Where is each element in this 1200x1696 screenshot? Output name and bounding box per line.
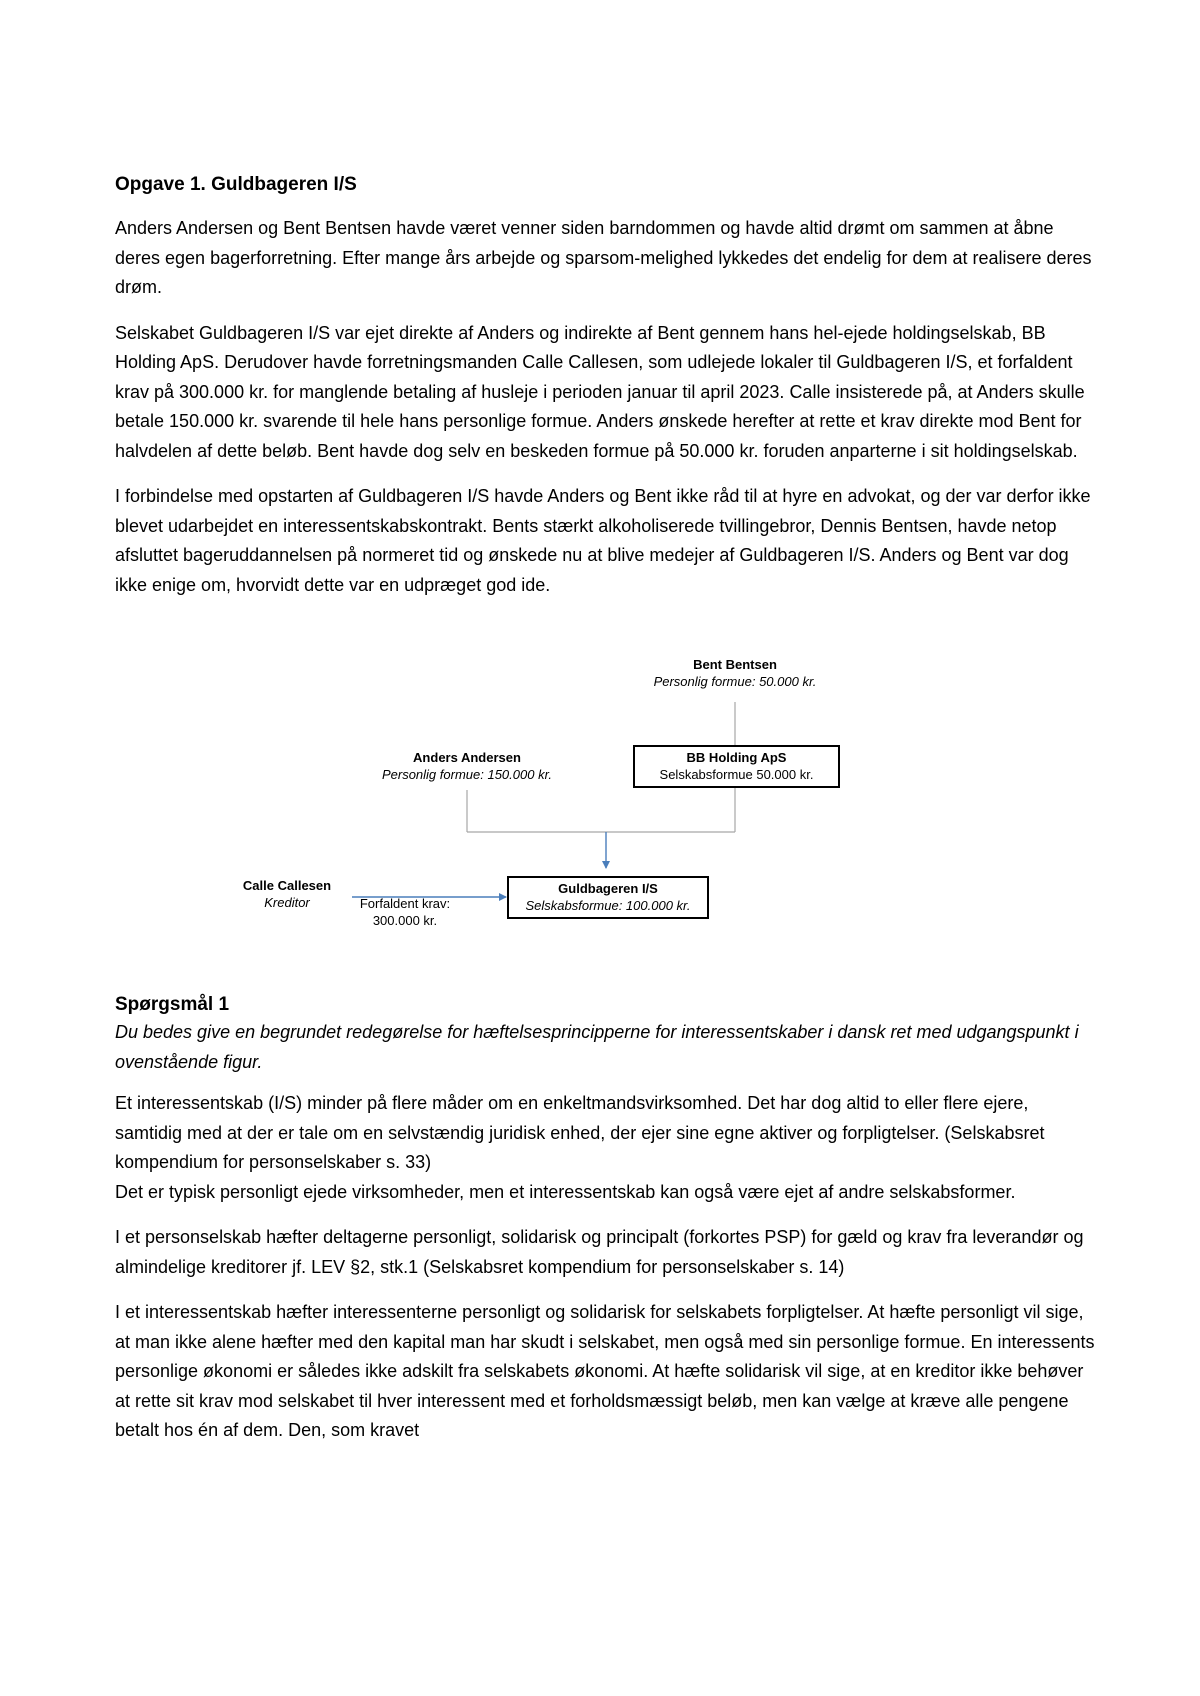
intro-paragraph-2: Selskabet Guldbageren I/S var ejet direkte af Anders og indirekte af Bent gennem hans hel-ejede holdingselskab, BB Holding ApS. Derudover havde forretningsmanden Calle Callesen, som udlejede lokaler til Guldbageren I/S, et forfaldent krav på 300.000 kr. for manglende betaling af husleje i perioden januar til april 2023. Calle insisterede på, at Anders skulle betale 150.000 kr. svarende til hele hans personlige formue. Anders ønskede herefter at rette et krav direkte mod Bent for halvdelen af dette beløb. Bent havde dog selv en beskeden formue på 50.000 kr. foruden anparterne i sit holdingselskab. — [115, 322, 1085, 461]
guldbageren-name: Guldbageren I/S — [558, 881, 658, 896]
bb-holding-label — [635, 749, 838, 783]
bb-holding-box — [633, 745, 840, 788]
calle-callesen-node — [227, 877, 347, 911]
question-heading: Spørgsmål 1 — [115, 994, 230, 1015]
guldbageren-label — [509, 880, 707, 914]
claim-label — [345, 895, 465, 929]
assignment-title: Opgave 1. Guldbageren I/S — [115, 174, 357, 195]
anders-andersen-node — [347, 749, 587, 783]
answer-paragraph-1a: Et interessentskab (I/S) minder på flere måder om en enkeltmandsvirksomhed. Det har dog altid to eller flere ejere, samtidig med at der er tale om en selvstændig juridisk enhed, der ejer sine egne aktiver og forpligtelser. (Selskabsret kompendium for personselskaber s. 33) — [115, 1093, 1045, 1172]
answer-paragraph-2: I et personselskab hæfter deltagerne personligt, solidarisk og principalt (forkortes PSP) for gæld og krav fra leverandør og almindelige kreditorer jf. LEV §2, stk.1 (Selskabsret kompendium for personselskaber s. 14) — [115, 1227, 1084, 1277]
holding-name: BB Holding ApS — [686, 750, 787, 765]
answer-paragraph-1b: Det er typisk personligt ejede virksomheder, men et interessentskab kan også være ejet af andre selskabsformer. — [115, 1181, 1016, 1202]
claim-line-2: 300.000 kr. — [372, 913, 438, 928]
intro-paragraph-3: I forbindelse med opstarten af Guldbageren I/S havde Anders og Bent ikke råd til at hyre en advokat, og der var derfor ikke blevet udarbejdet en interessentskabskontrakt. Bents stærkt alkoholiserede tvillingebror, Dennis Bentsen, havde netop afsluttet bageruddannelsen på normeret tid og ønskede nu at blive medejer af Guldbageren I/S. Anders og Bent var dog ikke enige om, hvorvidt dette var en udpræget god ide. — [115, 486, 1091, 595]
intro-paragraph-1: Anders Andersen og Bent Bentsen havde været venner siden barndommen og havde altid drømt om sammen at åbne deres egen bagerforretning. Efter mange års arbejde og sparsom-melighed lykkedes det endelig for dem at realisere deres drøm. — [115, 218, 1092, 297]
bent-name: Bent Bentsen — [693, 657, 777, 672]
anders-name: Anders Andersen — [413, 750, 521, 765]
document-content — [115, 172, 1100, 1462]
bent-bentsen-node — [635, 656, 835, 690]
claim-line-1: Forfaldent krav: — [359, 896, 451, 911]
ownership-diagram — [115, 622, 1100, 992]
diagram-connectors — [115, 622, 1100, 992]
question-prompt: Du bedes give en begrundet redegørelse for hæftelsesprincipperne for interessentskaber i dansk ret med udgangspunkt i ovenstående figur. — [115, 1022, 1079, 1072]
bent-formue: Personlig formue: 50.000 kr. — [653, 674, 817, 689]
calle-name: Calle Callesen — [242, 878, 332, 893]
holding-formue: Selskabsformue 50.000 kr. — [659, 767, 814, 782]
guldbageren-box — [507, 876, 709, 919]
answer-paragraph-3: I et interessentskab hæfter interessenterne personligt og solidarisk for selskabets forpligtelser. At hæfte personligt vil sige, at man ikke alene hæfter med den kapital man har skudt i selskabet, men også med sin personlige formue. En interessents personlige økonomi er således ikke adskilt fra selskabets økonomi. At hæfte solidarisk vil sige, at en kreditor ikke behøver at rette sit krav mod selskabet til hver interessent med et forholdsmæssigt beløb, men kan vælge at kræve alle pengene betalt hos én af dem. Den, som kravet — [115, 1302, 1095, 1440]
anders-formue: Personlig formue: 150.000 kr. — [381, 767, 553, 782]
calle-role: Kreditor — [264, 895, 310, 910]
guldbageren-formue: Selskabsformue: 100.000 kr. — [525, 898, 691, 913]
